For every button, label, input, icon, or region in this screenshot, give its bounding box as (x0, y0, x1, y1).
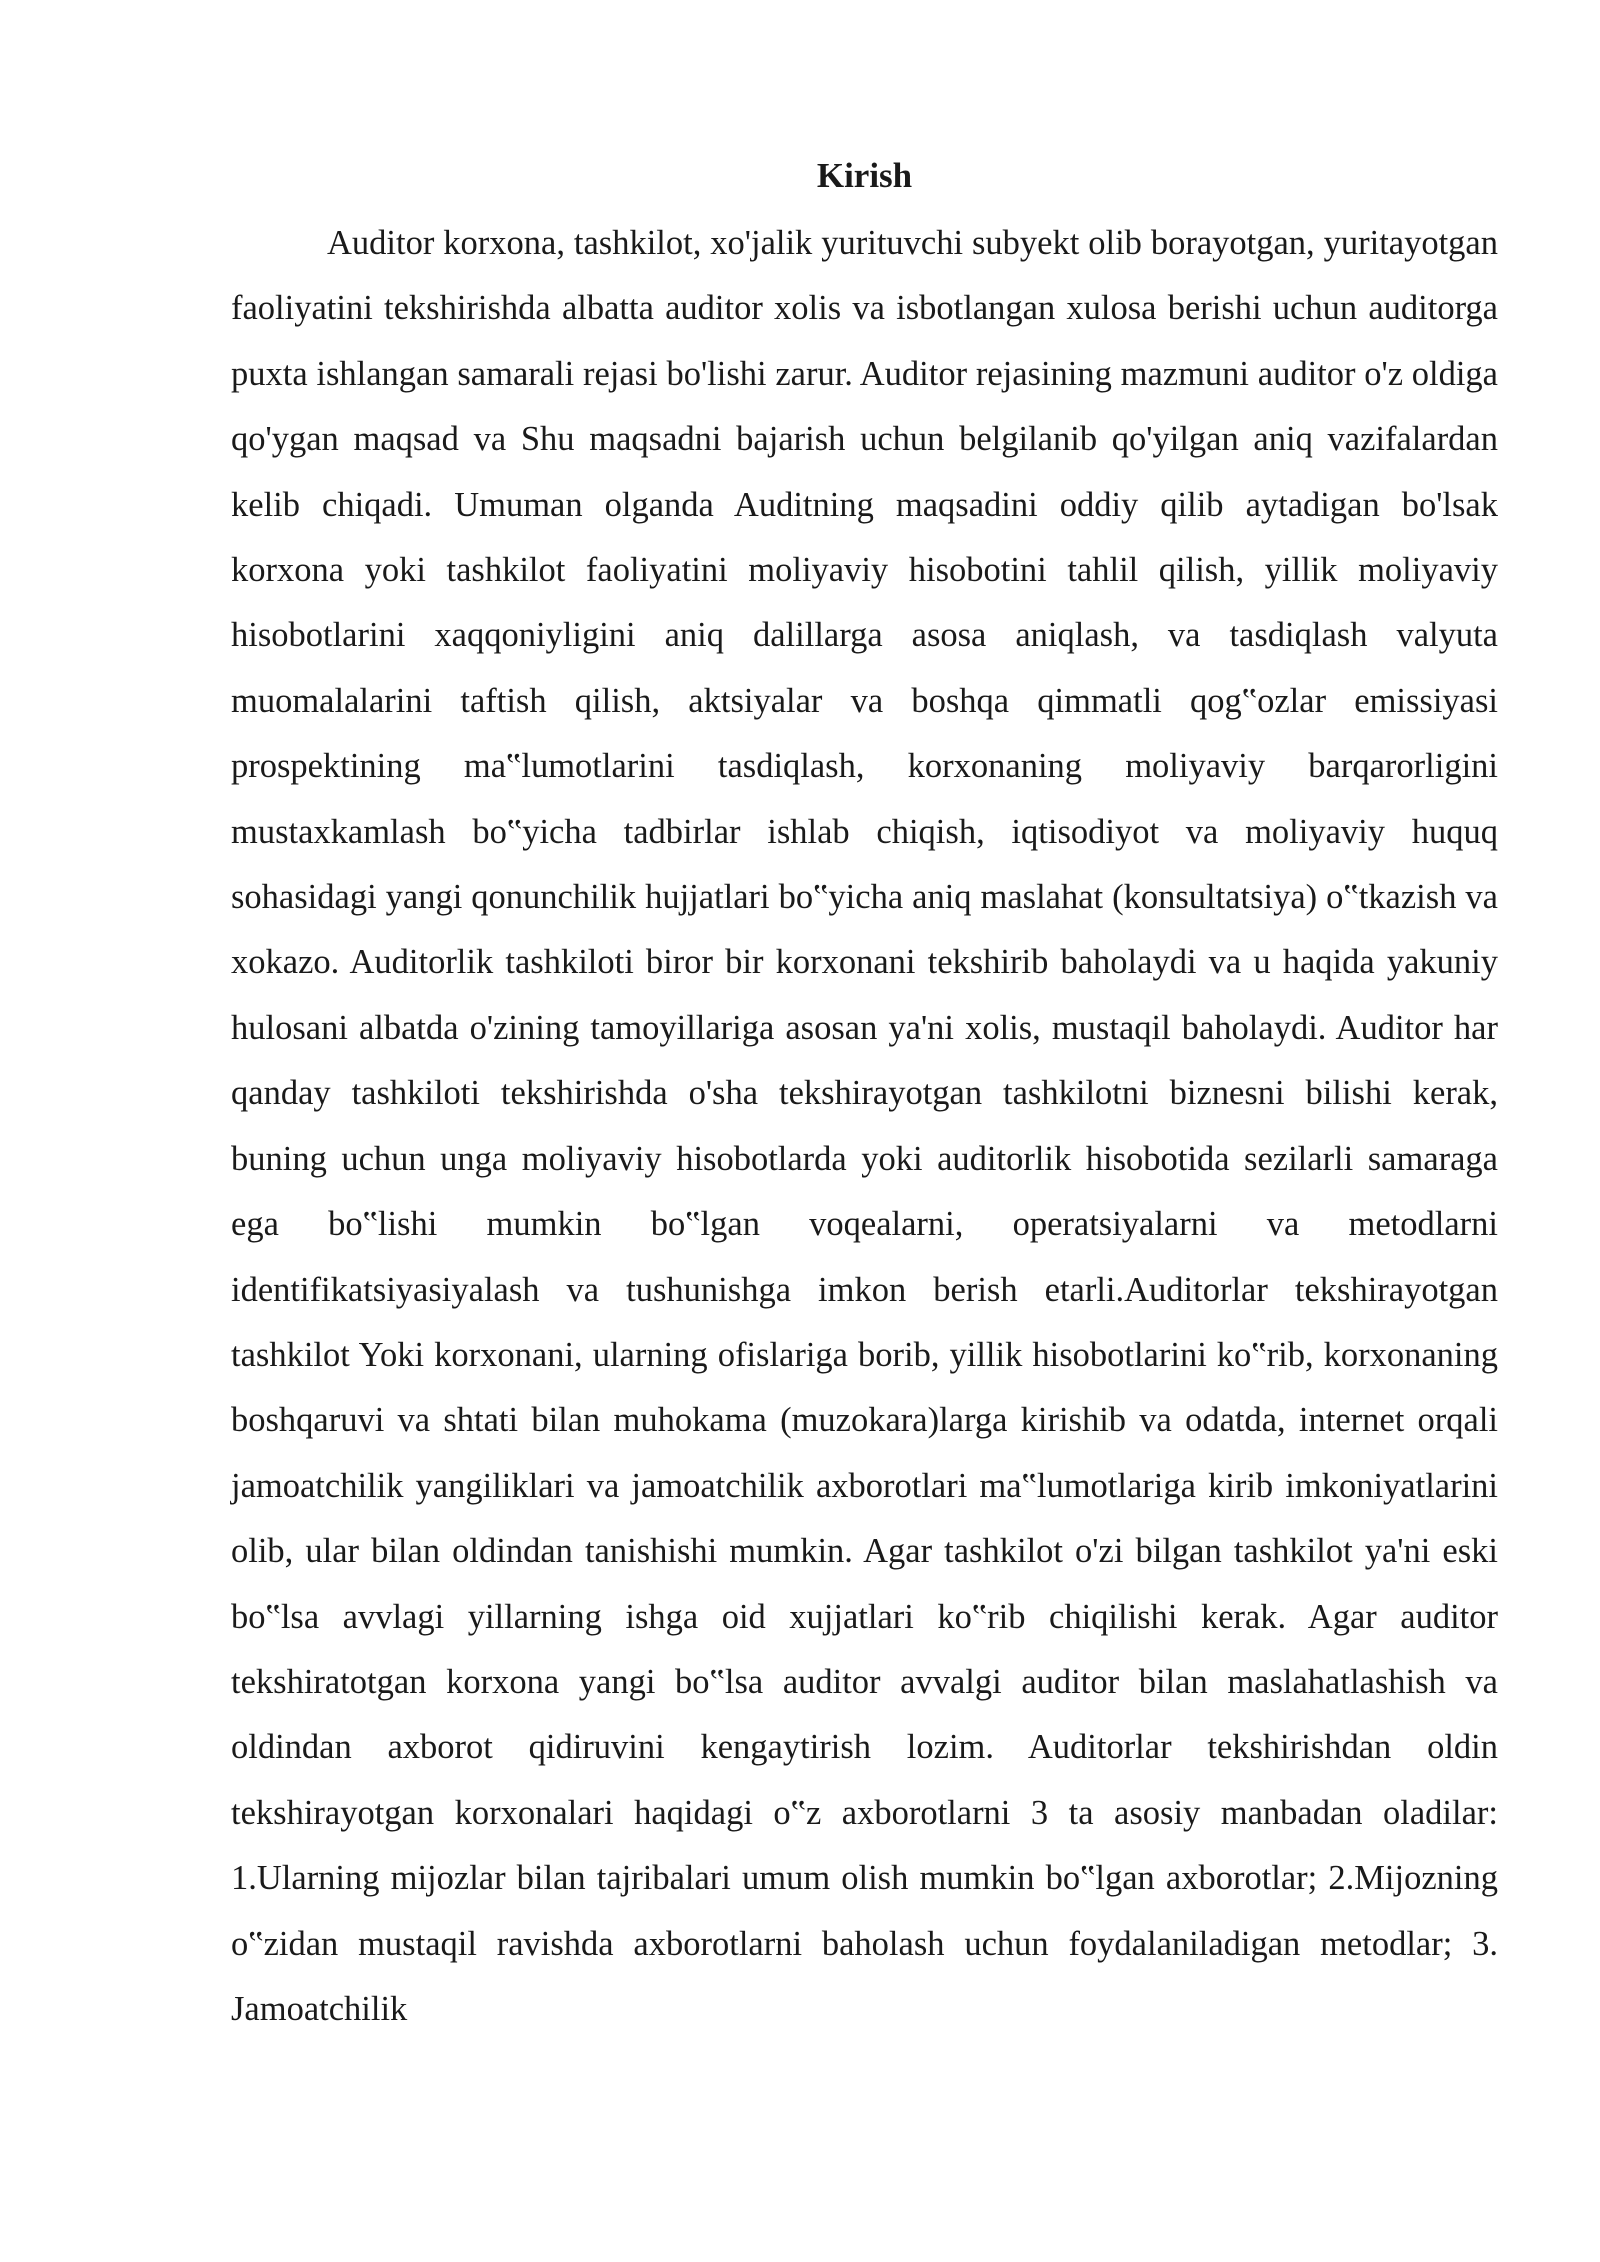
document-content (231, 148, 1498, 2042)
document-title: Kirish (816, 156, 913, 195)
body-paragraph: Auditor korxona, tashkilot, xo'jalik yurituvchi subyekt olib borayotgan, yuritayotgan faoliyatini tekshirishda albatta auditor xolis va isbotlangan xulosa berishi uchun auditorga puxta ishlangan samarali rejasi bo'lishi zarur. Auditor rejasining mazmuni auditor o'z oldiga qo'ygan maqsad va Shu maqsadni bajarish uchun belgilanib qo'yilgan aniq vazifalardan kelib chiqadi. Umuman olganda Auditning maqsadini oddiy qilib aytadigan bo'lsak korxona yoki tashkilot faoliyatini moliyaviy hisobotini tahlil qilish, yillik moliyaviy hisobotlarini xaqqoniyligini aniq dalillarga asosa aniqlash, va tasdiqlash valyuta muomalalarini taftish qilish, aktsiyalar va boshqa qimmatli qog‟ozlar emissiyasi prospektining ma‟lumotlarini tasdiqlash, korxonaning moliyaviy barqarorligini mustaxkamlash bo‟yicha tadbirlar ishlab chiqish, iqtisodiyot va moliyaviy huquq sohasidagi yangi qonunchilik hujjatlari bo‟yicha aniq maslahat (konsultatsiya) o‟tkazish va xokazo. Auditorlik tashkiloti biror bir korxonani tekshirib baholaydi va u haqida yakuniy hulosani albatda o'zining tamoyillariga asosan ya'ni xolis, mustaqil baholaydi. Auditor har qanday tashkiloti tekshirishda o'sha tekshirayotgan tashkilotni biznesni bilishi kerak, buning uchun unga moliyaviy hisobotlarda yoki auditorlik hisobotida sezilarli samaraga ega bo‟lishi mumkin bo‟lgan voqealarni, operatsiyalarni va metodlarni identifikatsiyasiyalash va tushunishga imkon berish etarli.Auditorlar tekshirayotgan tashkilot Yoki korxonani, ularning ofislariga borib, yillik hisobotlarini ko‟rib, korxonaning boshqaruvi va shtati bilan muhokama (muzokara)larga kirishib va odatda, internet orqali jamoatchilik yangiliklari va jamoatchilik axborotlari ma‟lumotlariga kirib imkoniyatlarini olib, ular bilan oldindan tanishishi mumkin. Agar tashkilot o'zi bilgan tashkilot ya'ni eski bo‟lsa avvlagi yillarning ishga oid xujjatlari ko‟rib chiqilishi kerak. Agar auditor tekshiratotgan korxona yangi bo‟lsa auditor avvalgi auditor bilan maslahatlashish va oldindan axborot qidiruvini kengaytirish lozim. Auditorlar tekshirishdan oldin tekshirayotgan korxonalari haqidagi o‟z axborotlarni 3 ta asosiy manbadan oladilar: 1.Ularning mijozlar bilan tajribalari umum olish mumkin bo‟lgan axborotlar; 2.Mijozning o‟zidan mustaqil ravishda axborotlarni baholash uchun foydalaniladigan metodlar; 3. Jamoatchilik (231, 224, 1498, 2028)
